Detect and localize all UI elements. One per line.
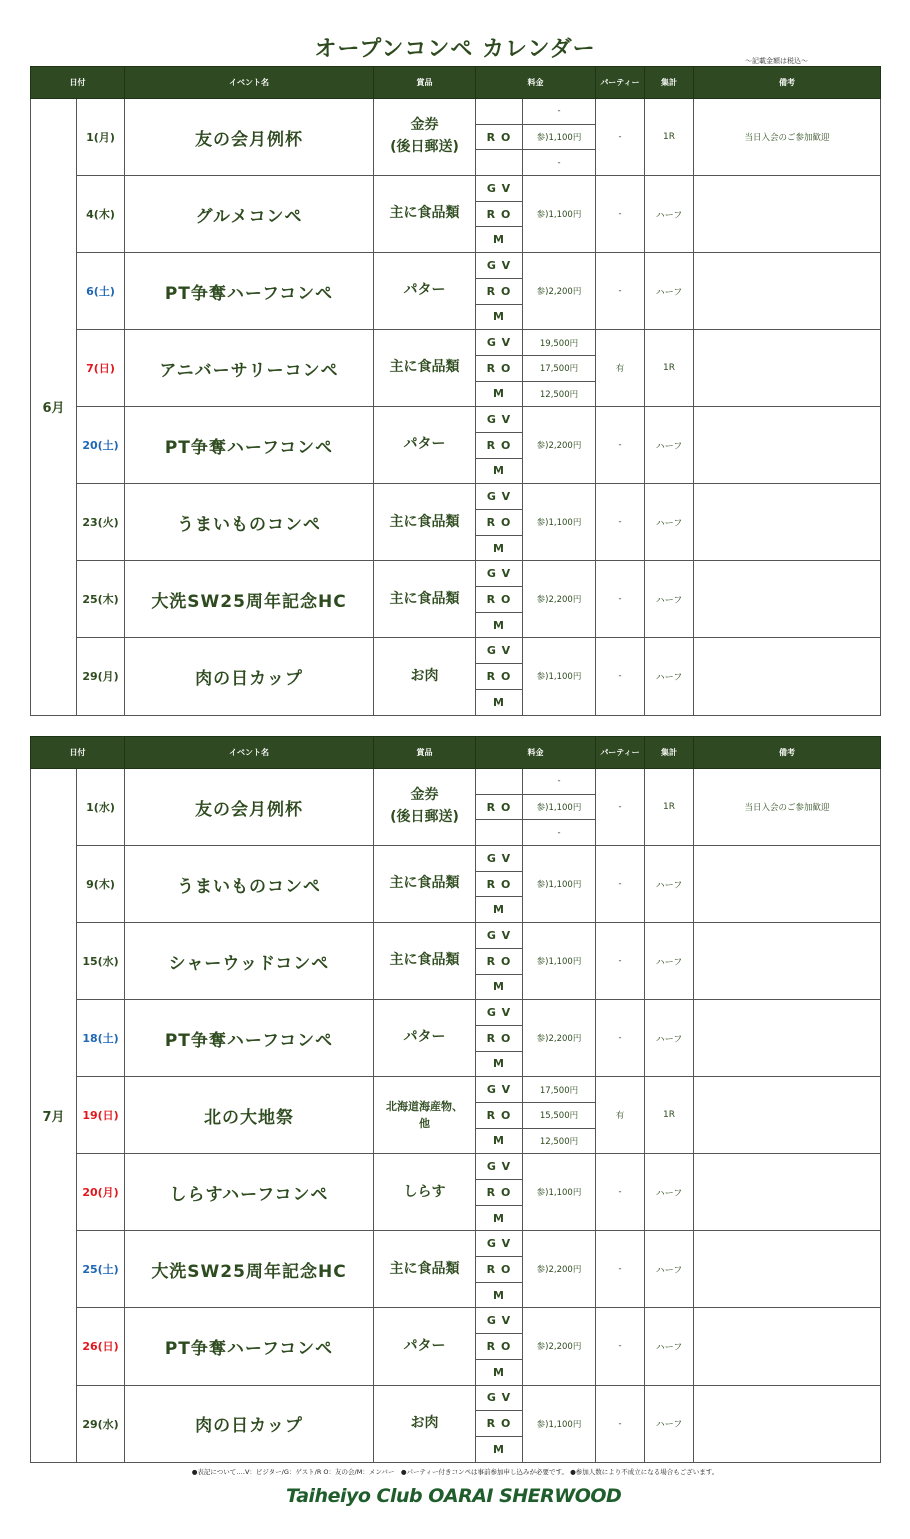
event-name: 大洗SW25周年記念HC xyxy=(125,561,374,638)
fee-category: R O xyxy=(476,1180,523,1206)
event-notes xyxy=(694,1231,881,1308)
table-row xyxy=(31,1154,881,1180)
fee-category: G V xyxy=(476,1308,523,1334)
event-prize: お肉 xyxy=(374,1385,476,1462)
event-notes xyxy=(694,484,881,561)
party-flag: - xyxy=(596,923,645,1000)
header-notes: 備考 xyxy=(694,67,881,99)
fee-amount: 19,500円 xyxy=(523,330,596,356)
aggregate-type: ハーフ xyxy=(645,1154,694,1231)
table-row xyxy=(31,1000,881,1026)
fee-category: M xyxy=(476,1359,523,1385)
party-flag: - xyxy=(596,638,645,715)
party-flag: - xyxy=(596,1000,645,1077)
event-prize: 主に食品類 xyxy=(374,330,476,407)
event-prize: パター xyxy=(374,1308,476,1385)
aggregate-type: 1R xyxy=(645,330,694,407)
event-date: 20(土) xyxy=(77,407,125,484)
fee-amount: 12,500円 xyxy=(523,1128,596,1154)
fee-category: R O xyxy=(476,587,523,613)
event-prize: 北海道海産物、 他 xyxy=(374,1077,476,1154)
party-flag: - xyxy=(596,769,645,846)
table-row xyxy=(31,407,881,433)
aggregate-type: ハーフ xyxy=(645,846,694,923)
event-notes: 当日入会のご参加歓迎 xyxy=(694,99,881,176)
fee-category: R O xyxy=(476,1257,523,1283)
event-name: PT争奪ハーフコンペ xyxy=(125,1308,374,1385)
club-logo xyxy=(280,1481,620,1511)
table-row xyxy=(31,923,881,949)
fee-category: R O xyxy=(476,201,523,227)
legend-footnote: ●表記について‥‥V：ビジター/G：ゲスト/R O：友の会/M：メンバー ●パーティー付きコンペは事前参加申し込みが必要です。 ●参加人数により不成立になる場合もございます。 xyxy=(191,1468,719,1476)
fee-amount: 参)1,100円 xyxy=(523,124,596,150)
fee-amount: 参)1,100円 xyxy=(523,176,596,253)
event-name: しらすハーフコンペ xyxy=(125,1154,374,1231)
event-prize: 主に食品類 xyxy=(374,846,476,923)
fee-category: M xyxy=(476,227,523,253)
header-fee: 料金 xyxy=(476,67,596,99)
event-notes xyxy=(694,923,881,1000)
fee-amount: 参)1,100円 xyxy=(523,638,596,715)
fee-category: M xyxy=(476,1436,523,1462)
fee-category: G V xyxy=(476,176,523,202)
event-notes xyxy=(694,638,881,715)
header-row xyxy=(31,737,881,769)
header-prize: 賞品 xyxy=(374,737,476,769)
party-flag: - xyxy=(596,1308,645,1385)
fee-category xyxy=(476,820,523,846)
event-notes xyxy=(694,407,881,484)
event-prize: パター xyxy=(374,1000,476,1077)
fee-category xyxy=(476,99,523,125)
event-name: グルメコンペ xyxy=(125,176,374,253)
fee-category: R O xyxy=(476,510,523,536)
party-flag: - xyxy=(596,1154,645,1231)
fee-amount: 参)1,100円 xyxy=(523,923,596,1000)
event-date: 29(水) xyxy=(77,1385,125,1462)
event-name: うまいものコンペ xyxy=(125,484,374,561)
fee-amount: 17,500円 xyxy=(523,1077,596,1103)
event-date: 20(月) xyxy=(77,1154,125,1231)
table-row xyxy=(31,253,881,279)
table-row xyxy=(31,484,881,510)
event-prize: お肉 xyxy=(374,638,476,715)
event-name: 北の大地祭 xyxy=(125,1077,374,1154)
event-prize: 金券 (後日郵送) xyxy=(374,769,476,846)
fee-category: M xyxy=(476,1051,523,1077)
event-name: 肉の日カップ xyxy=(125,1385,374,1462)
aggregate-type: ハーフ xyxy=(645,484,694,561)
fee-amount: - xyxy=(523,99,596,125)
event-notes xyxy=(694,561,881,638)
party-flag: - xyxy=(596,484,645,561)
event-name: 友の会月例杯 xyxy=(125,99,374,176)
fee-amount: - xyxy=(523,820,596,846)
header-notes: 備考 xyxy=(694,737,881,769)
fee-amount: 参)1,100円 xyxy=(523,794,596,820)
fee-category: R O xyxy=(476,1411,523,1437)
party-flag: 有 xyxy=(596,330,645,407)
header-row xyxy=(31,67,881,99)
aggregate-type: ハーフ xyxy=(645,253,694,330)
aggregate-type: ハーフ xyxy=(645,176,694,253)
party-flag: 有 xyxy=(596,1077,645,1154)
fee-category: G V xyxy=(476,1000,523,1026)
event-notes xyxy=(694,1077,881,1154)
fee-amount: 参)2,200円 xyxy=(523,407,596,484)
fee-category xyxy=(476,150,523,176)
event-prize: 主に食品類 xyxy=(374,484,476,561)
table-row xyxy=(31,176,881,202)
aggregate-type: ハーフ xyxy=(645,923,694,1000)
fee-amount: 参)1,100円 xyxy=(523,846,596,923)
aggregate-type: 1R xyxy=(645,1077,694,1154)
fee-category: G V xyxy=(476,484,523,510)
event-date: 7(日) xyxy=(77,330,125,407)
aggregate-type: ハーフ xyxy=(645,561,694,638)
header-date: 日付 xyxy=(31,67,125,99)
fee-category: M xyxy=(476,1205,523,1231)
fee-category: G V xyxy=(476,1385,523,1411)
event-date: 18(土) xyxy=(77,1000,125,1077)
fee-amount: 参)2,200円 xyxy=(523,1000,596,1077)
fee-category: M xyxy=(476,612,523,638)
event-date: 29(月) xyxy=(77,638,125,715)
header-party: パーティー xyxy=(596,737,645,769)
fee-category: G V xyxy=(476,638,523,664)
event-name: 大洗SW25周年記念HC xyxy=(125,1231,374,1308)
event-date: 25(土) xyxy=(77,1231,125,1308)
aggregate-type: ハーフ xyxy=(645,407,694,484)
fee-category: R O xyxy=(476,1025,523,1051)
fee-amount: - xyxy=(523,769,596,795)
party-flag: - xyxy=(596,1385,645,1462)
fee-category: M xyxy=(476,1128,523,1154)
fee-category: G V xyxy=(476,330,523,356)
fee-category: M xyxy=(476,535,523,561)
month-label: 7月 xyxy=(31,769,77,1463)
event-prize: 主に食品類 xyxy=(374,561,476,638)
event-prize: パター xyxy=(374,253,476,330)
logo-text: Taiheiyo Club OARAI SHERWOOD xyxy=(286,1485,622,1507)
aggregate-type: ハーフ xyxy=(645,1308,694,1385)
event-notes: 当日入会のご参加歓迎 xyxy=(694,769,881,846)
fee-category: G V xyxy=(476,1231,523,1257)
fee-category: M xyxy=(476,458,523,484)
fee-amount: 参)1,100円 xyxy=(523,1385,596,1462)
event-date: 6(土) xyxy=(77,253,125,330)
event-date: 4(木) xyxy=(77,176,125,253)
event-prize: 金券 (後日郵送) xyxy=(374,99,476,176)
month-label: 6月 xyxy=(31,99,77,716)
table-row xyxy=(31,1231,881,1257)
event-prize: パター xyxy=(374,407,476,484)
fee-category: R O xyxy=(476,1334,523,1360)
calendar-table-july xyxy=(30,736,881,1463)
party-flag: - xyxy=(596,1231,645,1308)
fee-amount: 参)1,100円 xyxy=(523,484,596,561)
table-row xyxy=(31,330,881,356)
event-prize: しらす xyxy=(374,1154,476,1231)
event-name: PT争奪ハーフコンペ xyxy=(125,1000,374,1077)
fee-category: G V xyxy=(476,561,523,587)
event-name: アニバーサリーコンペ xyxy=(125,330,374,407)
fee-amount: 参)1,100円 xyxy=(523,1154,596,1231)
party-flag: - xyxy=(596,407,645,484)
table-row xyxy=(31,1385,881,1411)
fee-category: G V xyxy=(476,846,523,872)
event-date: 1(月) xyxy=(77,99,125,176)
table-row xyxy=(31,769,881,795)
event-name: うまいものコンペ xyxy=(125,846,374,923)
tax-note: ～記載金額は税込～ xyxy=(745,57,808,65)
fee-category: G V xyxy=(476,253,523,279)
fee-category: R O xyxy=(476,1102,523,1128)
event-date: 19(日) xyxy=(77,1077,125,1154)
table-row xyxy=(31,1077,881,1103)
event-date: 23(火) xyxy=(77,484,125,561)
page-title: オープンコンペ カレンダー xyxy=(314,37,596,62)
event-name: PT争奪ハーフコンペ xyxy=(125,253,374,330)
event-notes xyxy=(694,1154,881,1231)
fee-category: G V xyxy=(476,407,523,433)
fee-category xyxy=(476,769,523,795)
fee-amount: 12,500円 xyxy=(523,381,596,407)
fee-category: R O xyxy=(476,664,523,690)
fee-category: M xyxy=(476,897,523,923)
event-date: 1(水) xyxy=(77,769,125,846)
header-fee: 料金 xyxy=(476,737,596,769)
fee-category: R O xyxy=(476,948,523,974)
event-notes xyxy=(694,1000,881,1077)
party-flag: - xyxy=(596,561,645,638)
aggregate-type: 1R xyxy=(645,769,694,846)
table-row xyxy=(31,561,881,587)
fee-category: G V xyxy=(476,923,523,949)
event-date: 15(水) xyxy=(77,923,125,1000)
header-aggregate: 集計 xyxy=(645,737,694,769)
header-event: イベント名 xyxy=(125,737,374,769)
fee-category: R O xyxy=(476,432,523,458)
event-date: 25(木) xyxy=(77,561,125,638)
table-row xyxy=(31,846,881,872)
aggregate-type: ハーフ xyxy=(645,638,694,715)
fee-category: G V xyxy=(476,1154,523,1180)
fee-amount: 参)2,200円 xyxy=(523,1308,596,1385)
header-prize: 賞品 xyxy=(374,67,476,99)
event-name: 友の会月例杯 xyxy=(125,769,374,846)
fee-category: G V xyxy=(476,1077,523,1103)
fee-amount: 参)2,200円 xyxy=(523,561,596,638)
party-flag: - xyxy=(596,253,645,330)
aggregate-type: ハーフ xyxy=(645,1231,694,1308)
fee-category: R O xyxy=(476,871,523,897)
fee-amount: 17,500円 xyxy=(523,355,596,381)
aggregate-type: ハーフ xyxy=(645,1000,694,1077)
event-prize: 主に食品類 xyxy=(374,1231,476,1308)
table-row xyxy=(31,638,881,664)
event-name: 肉の日カップ xyxy=(125,638,374,715)
event-notes xyxy=(694,1308,881,1385)
event-notes xyxy=(694,253,881,330)
calendar-table-june xyxy=(30,66,881,716)
fee-category: M xyxy=(476,304,523,330)
fee-category: R O xyxy=(476,124,523,150)
fee-amount: - xyxy=(523,150,596,176)
table-row xyxy=(31,1308,881,1334)
fee-amount: 参)2,200円 xyxy=(523,1231,596,1308)
fee-category: R O xyxy=(476,355,523,381)
table-row xyxy=(31,99,881,125)
party-flag: - xyxy=(596,176,645,253)
header-aggregate: 集計 xyxy=(645,67,694,99)
fee-category: M xyxy=(476,1282,523,1308)
event-date: 9(木) xyxy=(77,846,125,923)
event-notes xyxy=(694,1385,881,1462)
header-date: 日付 xyxy=(31,737,125,769)
aggregate-type: ハーフ xyxy=(645,1385,694,1462)
fee-category: M xyxy=(476,974,523,1000)
fee-amount: 15,500円 xyxy=(523,1102,596,1128)
event-name: PT争奪ハーフコンペ xyxy=(125,407,374,484)
fee-category: R O xyxy=(476,794,523,820)
header-event: イベント名 xyxy=(125,67,374,99)
fee-amount: 参)2,200円 xyxy=(523,253,596,330)
header-party: パーティー xyxy=(596,67,645,99)
event-notes xyxy=(694,330,881,407)
party-flag: - xyxy=(596,846,645,923)
fee-category: R O xyxy=(476,278,523,304)
fee-category: M xyxy=(476,689,523,715)
party-flag: - xyxy=(596,99,645,176)
aggregate-type: 1R xyxy=(645,99,694,176)
event-prize: 主に食品類 xyxy=(374,176,476,253)
event-notes xyxy=(694,176,881,253)
event-name: シャーウッドコンペ xyxy=(125,923,374,1000)
event-date: 26(日) xyxy=(77,1308,125,1385)
event-notes xyxy=(694,846,881,923)
event-prize: 主に食品類 xyxy=(374,923,476,1000)
fee-category: M xyxy=(476,381,523,407)
